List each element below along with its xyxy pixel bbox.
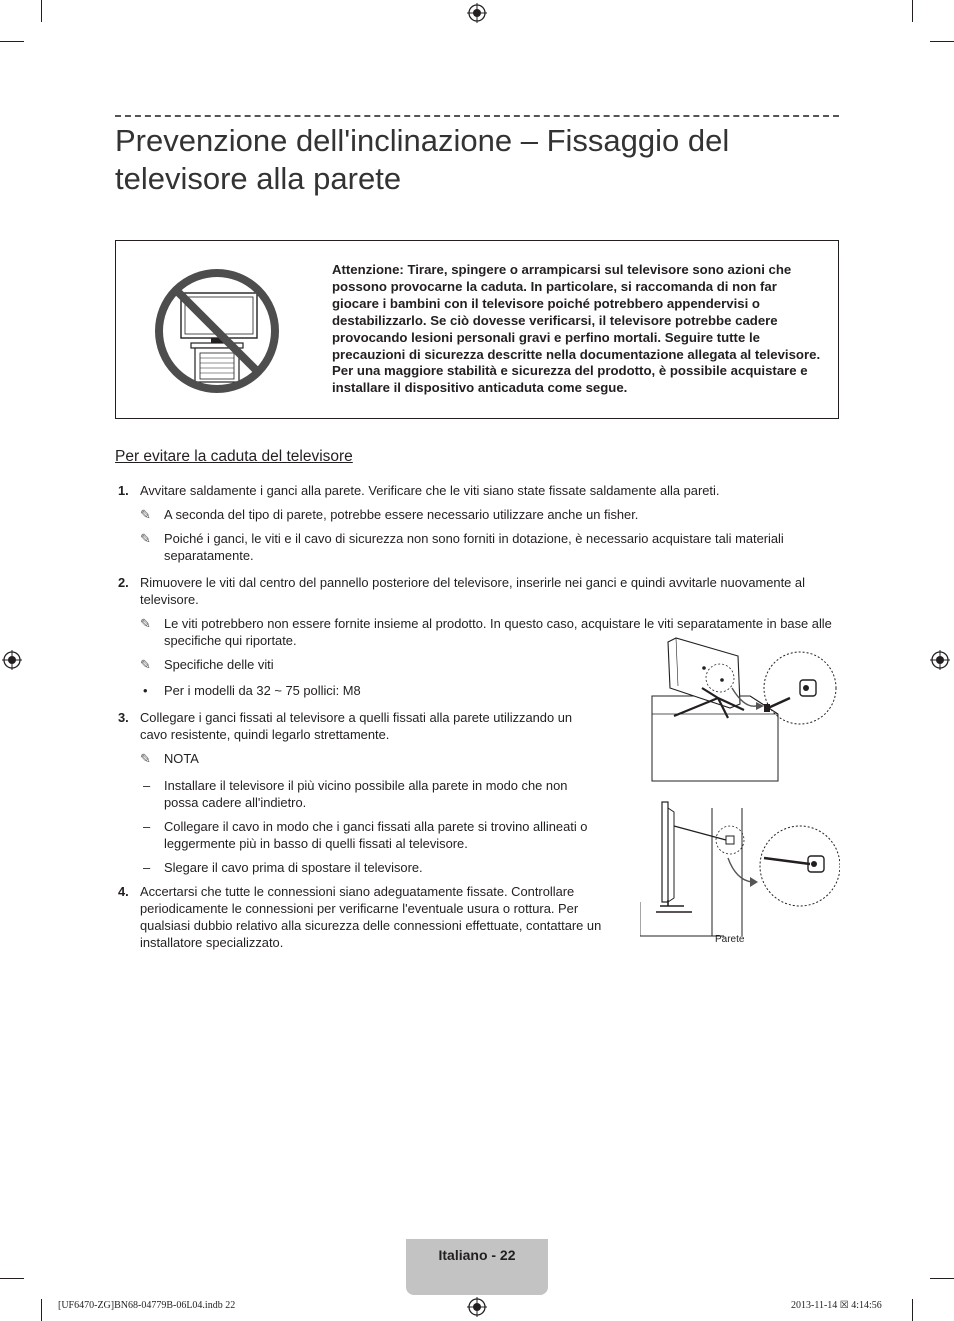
note-icon: ✎ xyxy=(140,616,151,631)
step-number: 3. xyxy=(118,710,129,725)
registration-mark-icon xyxy=(467,3,487,23)
registration-mark-icon xyxy=(2,650,22,670)
crop-mark xyxy=(912,1299,913,1321)
crop-mark xyxy=(41,0,42,22)
note-text: Le viti potrebbero non essere fornite insieme al prodotto. In questo caso, acquistare le viti separatamente in base alle specifiche qui riportate. xyxy=(164,616,832,648)
step-text: Accertarsi che tutte le connessioni siano adeguatamente fissate. Controllare periodicamente le connessioni per verificarne l'eventuale usura o rottura. Per qualsiasi dubbio relativo alla sicurezza delle connessioni effettuate, contattare un installatore specializzato. xyxy=(140,884,602,950)
note-icon: ✎ xyxy=(140,657,151,672)
crop-mark xyxy=(930,1278,954,1279)
title-rule xyxy=(115,115,839,117)
bullet-icon: • xyxy=(143,683,148,698)
section-heading: Per evitare la caduta del televisore xyxy=(115,448,353,465)
warning-box xyxy=(115,240,839,419)
registration-mark-icon xyxy=(930,650,950,670)
crop-mark xyxy=(930,41,954,42)
crop-mark xyxy=(0,1278,24,1279)
registration-mark-icon xyxy=(467,1297,487,1317)
tv-screw-illustration xyxy=(640,636,840,786)
dash-text: Slegare il cavo prima di spostare il televisore. xyxy=(164,860,423,875)
dash-text: Collegare il cavo in modo che i ganci fissati alla parete si trovino allineati o leggermente più in basso di quelli fissati al televisore. xyxy=(164,819,588,851)
step-text: Avvitare saldamente i ganci alla parete. Verificare che le viti siano state fissate saldamente alla pareti. xyxy=(140,483,720,498)
crop-mark xyxy=(0,41,24,42)
note-text: A seconda del tipo di parete, potrebbe essere necessario utilizzare anche un fisher. xyxy=(164,507,639,522)
figure-label-wall: Parete xyxy=(715,934,745,945)
step-number: 4. xyxy=(118,884,129,899)
note-text: Specifiche delle viti xyxy=(164,657,274,672)
page-title: Prevenzione dell'inclinazione – Fissaggio del televisore alla parete xyxy=(115,123,730,196)
note-icon: ✎ xyxy=(140,531,151,546)
crop-mark xyxy=(912,0,913,22)
print-date-info: 2013-11-14 ☒ 4:14:56 xyxy=(791,1300,882,1311)
tv-wall-cable-illustration xyxy=(640,800,840,938)
dash-icon: – xyxy=(143,778,151,793)
crop-mark xyxy=(41,1299,42,1321)
step-text: Rimuovere le viti dal centro del pannello posteriore del televisore, inserirle nei ganci e quindi avvitarle nuovamente al televisore. xyxy=(140,575,805,607)
dash-text: Installare il televisore il più vicino possibile alla parete in modo che non possa cadere all'indietro. xyxy=(164,778,568,810)
note-text: Poiché i ganci, le viti e il cavo di sicurezza non sono forniti in dotazione, è necessario acquistare tali materiali separatamente. xyxy=(164,531,784,563)
note-icon: ✎ xyxy=(140,507,151,522)
warning-text: Attenzione: Tirare, spingere o arrampicarsi sul televisore sono azioni che possono provocarne la caduta. In particolare, si raccomanda di non far giocare i bambini con il televisore poiché potrebbero appendervisi o destabilizzarlo. Se ciò dovesse verificarsi, il televisore potrebbe cadere provocando lesioni personali gravi e perfino mortali. Seguire tutte le precauzioni di sicurezza descritte nella documentazione allegata al televisore. Per una maggiore stabilità e sicurezza del prodotto, è possibile acquistare e installare il dispositivo anticaduta come segue. xyxy=(332,262,821,396)
step-number: 2. xyxy=(118,575,129,590)
step-number: 1. xyxy=(118,483,129,498)
page-number-tab xyxy=(406,1239,548,1295)
dash-icon: – xyxy=(143,860,151,875)
no-tv-on-stand-icon xyxy=(151,265,283,397)
note-icon: ✎ xyxy=(140,751,151,766)
step-text: Collegare i ganci fissati al televisore a quelli fissati alla parete utilizzando un cavo resistente, quindi legarlo strettamente. xyxy=(140,710,573,742)
note-label: NOTA xyxy=(164,751,199,766)
print-file-info: [UF6470-ZG]BN68-04779B-06L04.indb 22 xyxy=(58,1300,236,1311)
dash-icon: – xyxy=(143,819,151,834)
page-number: Italiano - 22 xyxy=(438,1247,516,1263)
bullet-text: Per i modelli da 32 ~ 75 pollici: M8 xyxy=(164,683,361,698)
